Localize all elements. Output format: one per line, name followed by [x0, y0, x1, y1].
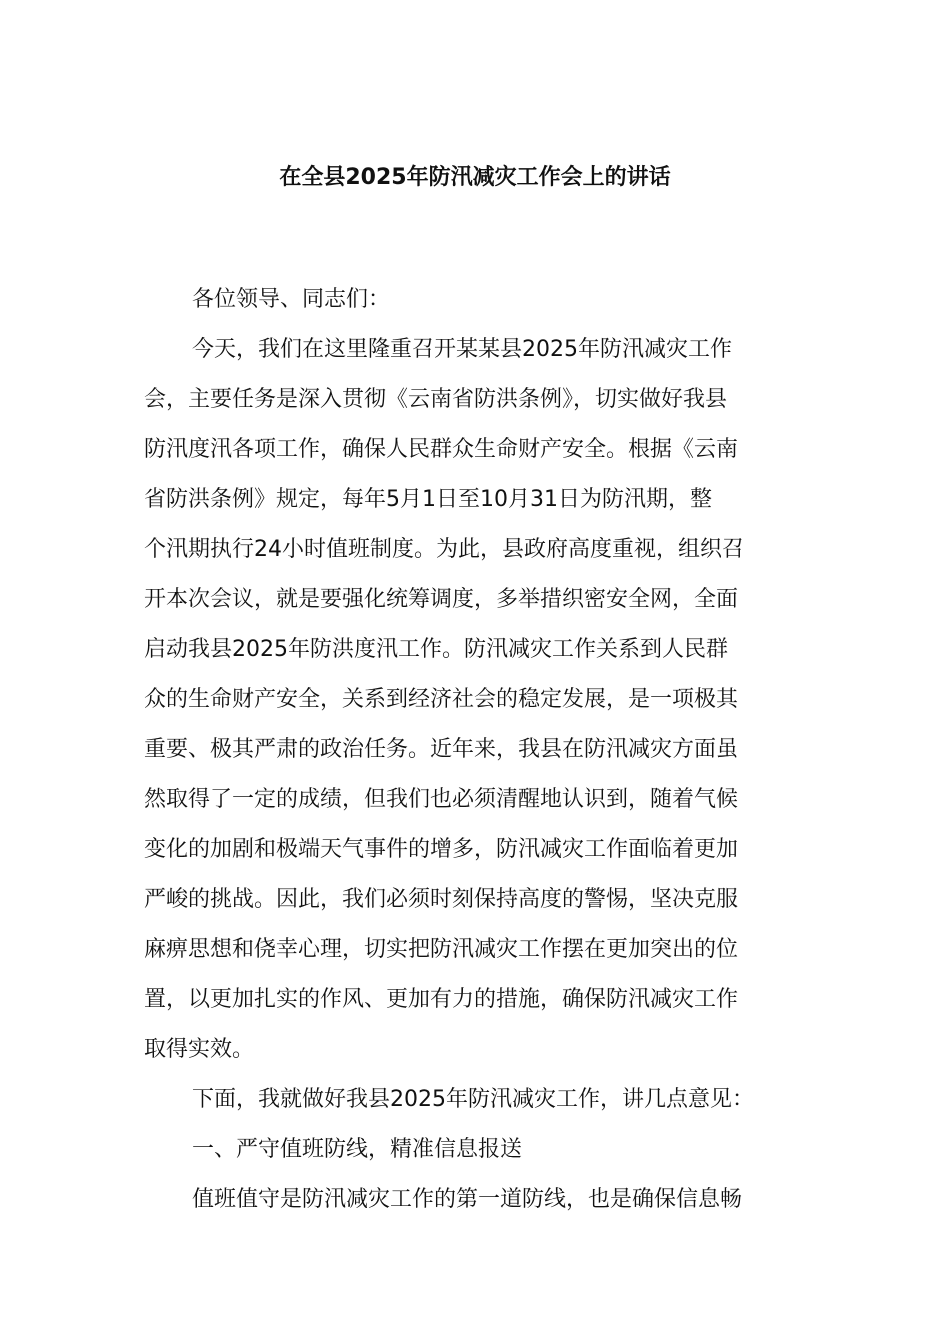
paragraph-line: 会，主要任务是深入贯彻《云南省防洪条例》，切实做好我县: [144, 387, 728, 412]
paragraph-line: 变化的加剧和极端天气事件的增多，防汛减灾工作面临着更加: [144, 837, 739, 862]
paragraph-line: 个汛期执行24小时值班制度。为此，县政府高度重视，组织召: [144, 537, 744, 562]
salutation-line: 各位领导、同志们：: [192, 287, 391, 312]
paragraph-line: 省防洪条例》规定，每年5月1日至10月31日为防汛期，整: [144, 487, 712, 512]
paragraph-line: 取得实效。: [144, 1037, 255, 1062]
paragraph-line: 下面，我就做好我县2025年防汛减灾工作，讲几点意见：: [192, 1087, 754, 1112]
paragraph-line: 开本次会议，就是要强化统筹调度，多举措织密安全网，全面: [144, 587, 739, 612]
paragraph-line: 麻痹思想和侥幸心理，切实把防汛减灾工作摆在更加突出的位: [144, 937, 739, 962]
document-body: [144, 278, 806, 1228]
paragraph-line: 严峻的挑战。因此，我们必须时刻保持高度的警惕，坚决克服: [144, 887, 739, 912]
document-title: 在全县2025年防汛减灾工作会上的讲话: [279, 165, 671, 190]
section-heading: 一、严守值班防线，精准信息报送: [192, 1137, 523, 1162]
paragraph-line: 然取得了一定的成绩，但我们也必须清醒地认识到，随着气候: [144, 787, 739, 812]
paragraph-line: 值班值守是防汛减灾工作的第一道防线，也是确保信息畅: [192, 1187, 743, 1212]
paragraph-line: 置，以更加扎实的作风、更加有力的措施，确保防汛减灾工作: [144, 987, 739, 1012]
paragraph-line: 今天，我们在这里隆重召开某某县2025年防汛减灾工作: [192, 337, 732, 362]
paragraph-line: 重要、极其严肃的政治任务。近年来，我县在防汛减灾方面虽: [144, 737, 739, 762]
paragraph-line: 防汛度汛各项工作，确保人民群众生命财产安全。根据《云南: [144, 437, 739, 462]
paragraph-line: 启动我县2025年防洪度汛工作。防汛减灾工作关系到人民群: [144, 637, 728, 662]
paragraph-line: 众的生命财产安全，关系到经济社会的稳定发展，是一项极其: [144, 687, 739, 712]
